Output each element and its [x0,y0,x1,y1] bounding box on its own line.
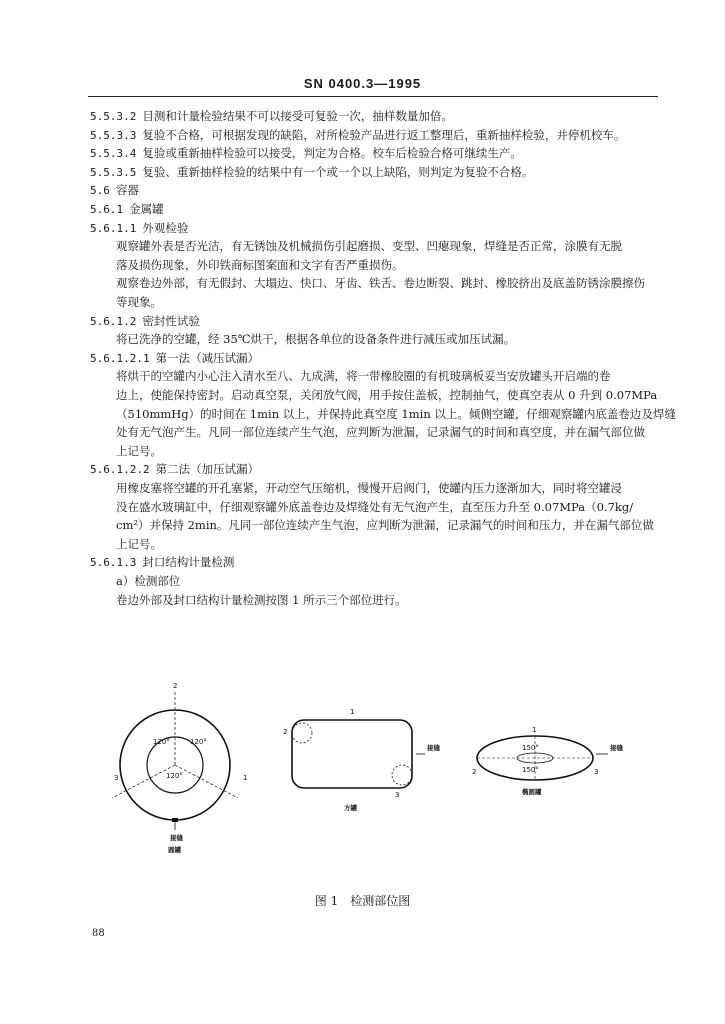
round-point-3: 3 [114,774,119,782]
text-line [90,182,139,199]
square-point-3: 3 [395,791,400,799]
clause-text: 落及损伤现象，外印铁商标图案面和文字有否严重损伤。 [116,257,404,272]
text-line [90,554,234,571]
square-can-diagram [283,708,441,812]
clause-text: 观察罐外表是否光洁，有无锈蚀及机械损伤引起磨损、变型、凹瘪现象，焊缝是否正常，涂膜有无脱 [116,239,622,254]
round-can-diagram [112,682,247,854]
clause-text: 用橡皮塞将空罐的开孔塞紧，开动空气压缩机，慢慢开启阀门，使罐内压力逐渐加大，同时将空罐浸 [116,481,622,495]
round-angle-1: 120° [153,738,170,746]
text-line [116,331,515,347]
square-name: 方罐 [344,804,357,812]
text-line [116,368,611,384]
square-point-2: 2 [283,728,288,736]
page-number: 88 [92,928,105,939]
oval-angle-bottom: 150° [522,766,539,774]
text-line [116,592,407,608]
text-line [90,145,522,162]
text-line [116,294,162,310]
text-line [116,257,404,273]
text-line [116,275,645,291]
text-line [90,127,625,144]
text-line [90,461,259,478]
text-line [90,164,533,181]
clause-text: 容器 [115,183,139,198]
clause-text: 观察卷边外部，有无假封、大塌边、快口、牙齿、铁舌、卷边断裂、跳封、橡胶挤出及底盖防锈涂膜擦伤 [116,276,645,291]
text-line [116,424,645,440]
text-line [90,313,200,330]
text-line [116,443,162,459]
oval-name: 椭圆罐 [522,788,542,796]
oval-can-diagram [472,726,624,796]
text-line [116,536,162,552]
clause-text: 外观检验 [142,220,189,235]
clause-text: 复验或重新抽样检验可以接受，判定为合格。校车后检验合格可继续生产。 [142,146,522,161]
oval-point-2: 2 [472,768,477,776]
clause-text: 处有无气泡产生。凡同一部位连续产生气泡，应判断为泄漏，记录漏气的时间和真空度，并在漏气部位做 [116,425,645,440]
oval-point-1: 1 [532,726,537,734]
clause-number: 5.5.3.2 [90,110,137,123]
clause-number: 5.5.3.4 [90,147,137,161]
round-point-1: 1 [243,774,248,782]
clause-text: （510mmHg）的时间在 1min 以上，并保持此真空度 1min 以上。倾侧空罐，仔细观察罐内底盖卷边及焊缝 [116,406,676,421]
text-line [116,387,657,403]
square-seam-label: 接缝 [427,744,440,752]
clause-number: 5.6 [90,184,110,198]
clause-text: 第一法（减压试漏） [155,350,260,365]
text-line [90,201,164,218]
clause-text: 将烘干的空罐内小心注入清水至八、九成满，将一带橡胶圈的有机玻璃板妥当安放罐头开启端的卷 [116,369,611,384]
clause-text: 上记号。 [116,536,162,551]
clause-number: 5.6.1.3 [90,556,137,570]
clause-text: 将已洗净的空罐，经 35℃烘干，根据各单位的设备条件进行减压或加压试漏。 [116,332,516,347]
clause-number: 5.6.1.2.1 [90,351,150,365]
round-name: 圆罐 [168,846,181,854]
text-line [90,108,453,125]
clause-text: 金属罐 [129,202,164,216]
clause-text: 等现象。 [116,295,162,309]
header-rule [88,96,658,97]
clause-text: 卷边外部及封口结构计量检测按图 1 所示三个部位进行。 [116,592,407,607]
clause-text: 边上，使能保持密封。启动真空泵，关闭放气阀，用手按住盖板，控制抽气，使真空表从 0 升到 0.07MPa [116,388,658,402]
text-line [116,499,633,515]
round-point-2: 2 [173,682,178,690]
text-line [116,406,676,422]
clause-number: 5.6.1.1 [90,221,137,235]
clause-number: 5.5.3.3 [90,128,137,142]
clause-text: 封口结构计量检测 [142,555,235,570]
text-line [116,517,654,533]
text-line [90,350,259,367]
clause-text: a）检测部位 [116,574,181,588]
round-angle-3: 120° [166,772,183,780]
inspection-position-diagram [114,670,640,860]
clause-number: 5.6.1.2 [90,314,137,328]
text-line [90,220,188,237]
clause-text: 没在盛水玻璃缸中，仔细观察罐外底盖卷边及焊缝处有无气泡产生，直至压力升至 0.07MPa（0.7kg/ [116,499,634,514]
clause-text: 复验、重新抽样检验的结果中有一个或一个以上缺陷，则判定为复验不合格。 [142,164,534,179]
text-line [116,573,180,589]
oval-point-3: 3 [594,768,599,776]
clause-text: cm²）并保持 2min。凡同一部位连续产生气泡，应判断为泄漏，记录漏气的时间和压力，并在漏气部位做 [116,518,654,533]
clause-text: 密封性试验 [142,313,200,328]
text-line [116,238,622,254]
standard-number: SN 0400.3—1995 [303,76,422,91]
figure-caption: 图 1 检测部位图 [314,894,411,908]
clause-text: 复验不合格，可根据发现的缺陷，对所检验产品进行返工整理后，重新抽样检验，并停机校车。 [142,127,626,142]
clause-text: 第二法（加压试漏） [155,462,260,477]
round-seam-label: 接缝 [170,834,183,842]
oval-angle-top: 150° [522,744,539,752]
clause-number: 5.6.1 [90,203,124,216]
clause-number: 5.5.3.5 [90,165,137,179]
oval-seam-label: 接缝 [610,744,623,752]
clause-number: 5.6.1.2.2 [90,463,150,477]
round-angle-2: 120° [190,738,207,746]
figure-1 [114,670,640,860]
square-point-1: 1 [350,708,355,716]
clause-text: 上记号。 [116,443,162,458]
clause-text: 目测和计量检验结果不可以接受可复验一次，抽样数量加倍。 [142,109,453,123]
text-line [116,480,622,496]
